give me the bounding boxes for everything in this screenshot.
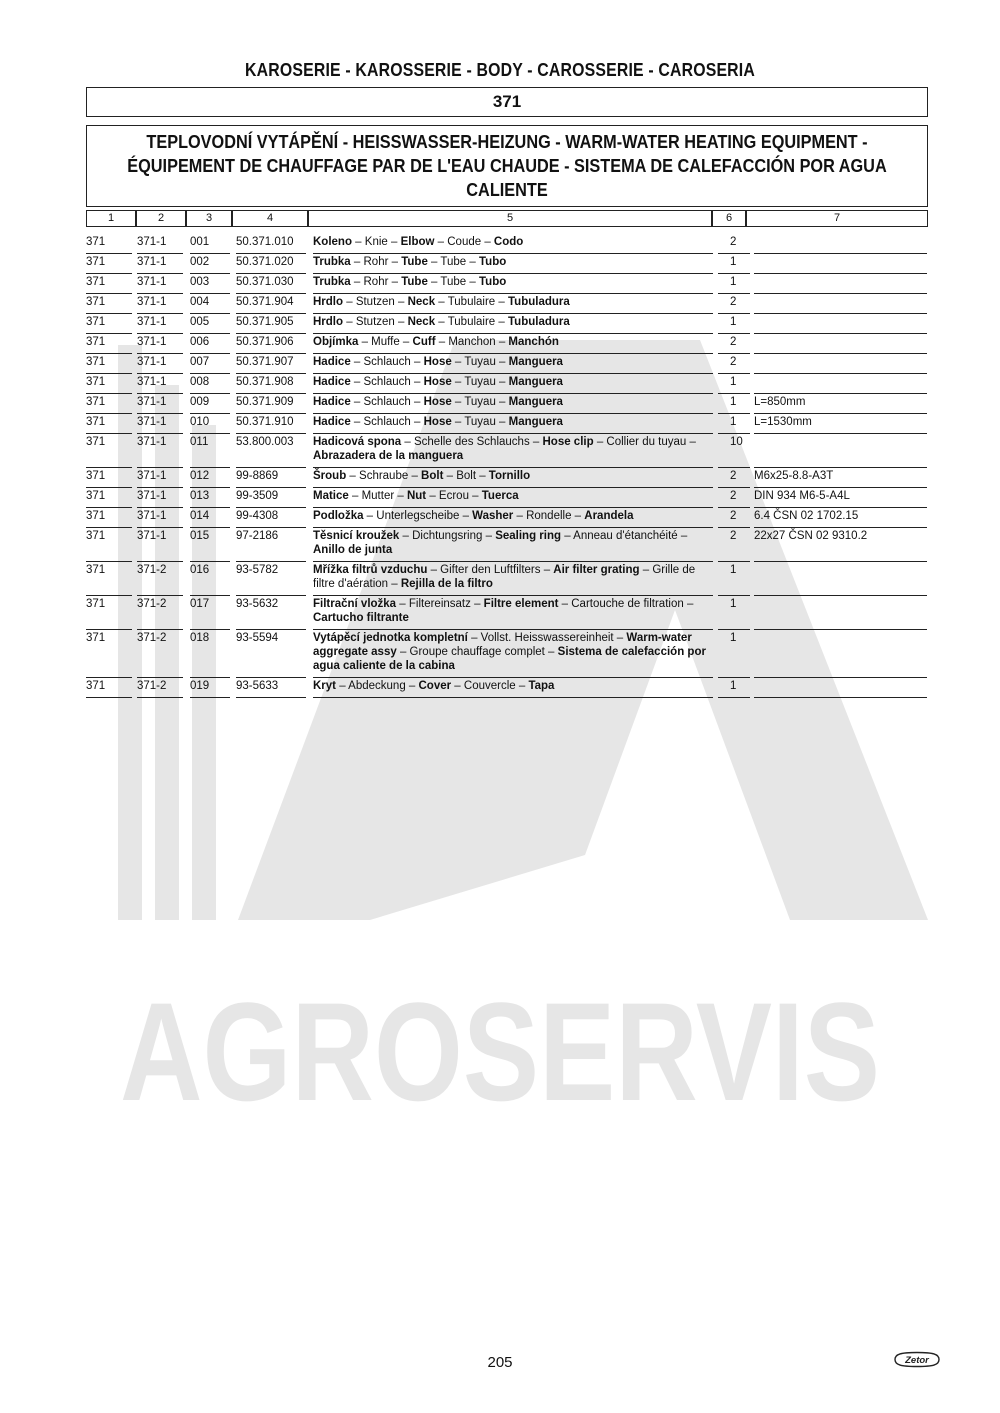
figure-cell: 371-1 (137, 274, 183, 294)
quantity-cell: 2 (718, 354, 750, 374)
description-segment: – Schelle des Schlauchs – (401, 436, 543, 448)
note-cell: 6.4 ČSN 02 1702.15 (754, 508, 927, 528)
position-cell: 001 (190, 234, 230, 254)
description-segment: Manguera (508, 396, 563, 408)
group-cell: 371 (86, 678, 132, 698)
table-row (0, 314, 1000, 334)
description-segment: Elbow (400, 236, 435, 248)
description-segment: Cover (418, 680, 452, 692)
description-segment: – Rohr – (350, 256, 402, 268)
part-number-cell: 93-5633 (236, 678, 306, 698)
description-segment: – Filtereinsatz – (396, 598, 484, 610)
description-segment: Washer (472, 510, 514, 522)
description-segment: – Schlauch – (350, 376, 424, 388)
description-segment: Neck (407, 296, 436, 308)
quantity-cell: 1 (718, 562, 750, 596)
description-segment: – Schraube – (346, 470, 422, 482)
figure-cell: 371-1 (137, 314, 183, 334)
description-segment: Hose clip (542, 436, 594, 448)
description-cell (313, 596, 713, 630)
description-cell (313, 314, 713, 334)
part-number-cell: 50.371.909 (236, 394, 306, 414)
description-segment: – Gifter den Luftfilters – (427, 564, 554, 576)
description-segment: – Manchon – (435, 336, 509, 348)
group-cell: 371 (86, 234, 132, 254)
column-header-6: 6 (712, 211, 746, 226)
description-segment: Neck (407, 316, 436, 328)
description-segment: Těsnicí kroužek (313, 530, 400, 542)
description-segment: – Tuyau – (451, 356, 509, 368)
table-row (0, 414, 1000, 434)
description-segment: – Vollst. Heisswassereinheit – (467, 632, 627, 644)
description-cell (313, 234, 713, 254)
description-segment: – Schlauch – (350, 396, 424, 408)
note-cell (754, 294, 927, 314)
quantity-cell: 1 (718, 414, 750, 434)
group-cell: 371 (86, 314, 132, 334)
group-cell: 371 (86, 414, 132, 434)
description-cell (313, 354, 713, 374)
group-number: 371 (492, 92, 522, 111)
quantity-cell: 1 (718, 374, 750, 394)
svg-text:Zetor: Zetor (905, 1355, 929, 1366)
description-segment: Arandela (584, 510, 634, 522)
position-cell: 018 (190, 630, 230, 678)
description-segment: Hadicová spona (313, 436, 402, 448)
description-segment: – Tubulaire – (435, 296, 508, 308)
description-segment: – Tuyau – (451, 416, 509, 428)
part-number-cell: 50.371.020 (236, 254, 306, 274)
figure-cell: 371-1 (137, 414, 183, 434)
quantity-cell: 1 (718, 314, 750, 334)
column-header-row (86, 210, 928, 227)
quantity-cell: 1 (718, 274, 750, 294)
column-header-3: 3 (186, 211, 232, 226)
part-number-cell: 50.371.030 (236, 274, 306, 294)
description-segment: Objímka (313, 336, 359, 348)
position-cell: 007 (190, 354, 230, 374)
position-cell: 009 (190, 394, 230, 414)
table-row (0, 334, 1000, 354)
description-cell (313, 488, 713, 508)
column-header-4: 4 (232, 211, 308, 226)
description-segment: – Stutzen – (343, 296, 408, 308)
group-cell: 371 (86, 630, 132, 678)
description-cell (313, 630, 713, 678)
figure-cell: 371-1 (137, 294, 183, 314)
figure-cell: 371-1 (137, 528, 183, 562)
column-header-2: 2 (136, 211, 186, 226)
description-segment: Sealing ring (495, 530, 562, 542)
note-cell: DIN 934 M6-5-A4L (754, 488, 927, 508)
figure-cell: 371-1 (137, 394, 183, 414)
description-segment: Abrazadera de la manguera (313, 450, 464, 462)
description-segment: Kryt (313, 680, 337, 692)
description-segment: – Anneau d'étanchéité – (561, 530, 688, 542)
note-cell (754, 254, 927, 274)
description-segment: – Rondelle – (513, 510, 585, 522)
quantity-cell: 2 (718, 488, 750, 508)
figure-cell: 371-1 (137, 374, 183, 394)
note-cell (754, 374, 927, 394)
description-segment: Hose (423, 356, 452, 368)
table-row (0, 274, 1000, 294)
description-segment: Filtre element (483, 598, 559, 610)
column-header-5: 5 (308, 211, 712, 226)
table-row (0, 394, 1000, 414)
group-cell: 371 (86, 374, 132, 394)
description-segment: – Stutzen – (343, 316, 408, 328)
figure-cell: 371-1 (137, 354, 183, 374)
quantity-cell: 2 (718, 334, 750, 354)
table-row (0, 528, 1000, 562)
description-segment: – Abdeckung – (336, 680, 419, 692)
description-cell (313, 528, 713, 562)
description-segment: – Bolt – (443, 470, 489, 482)
figure-cell: 371-1 (137, 334, 183, 354)
description-segment: – Couvercle – (451, 680, 529, 692)
section-title: TEPLOVODNÍ VYTÁPĚNÍ - HEISSWASSER-HEIZUNG - WARM-WATER HEATING EQUIPMENT - ÉQUIPEMENT DE CHAUFFAGE PAR DE L'EAU CHAUDE - SISTEMA DE CALEFACCIÓN POR AGUA CALIENTE (127, 131, 887, 200)
figure-cell: 371-2 (137, 630, 183, 678)
figure-cell: 371-2 (137, 562, 183, 596)
position-cell: 003 (190, 274, 230, 294)
position-cell: 004 (190, 294, 230, 314)
description-segment: Tube (401, 256, 428, 268)
part-number-cell: 93-5632 (236, 596, 306, 630)
position-cell: 012 (190, 468, 230, 488)
description-segment: Hose (423, 396, 452, 408)
note-cell (754, 314, 927, 334)
table-row (0, 234, 1000, 254)
description-cell (313, 254, 713, 274)
description-cell (313, 334, 713, 354)
description-segment: Cartucho filtrante (313, 612, 409, 624)
part-number-cell: 50.371.906 (236, 334, 306, 354)
note-cell (754, 274, 927, 294)
table-row (0, 254, 1000, 274)
description-segment: Hose (423, 416, 452, 428)
column-header-1: 1 (86, 211, 136, 226)
group-cell: 371 (86, 254, 132, 274)
part-number-cell: 53.800.003 (236, 434, 306, 468)
table-row (0, 468, 1000, 488)
description-segment: Tuerca (481, 490, 519, 502)
group-cell: 371 (86, 468, 132, 488)
position-cell: 016 (190, 562, 230, 596)
description-cell (313, 394, 713, 414)
description-segment: Manchón (508, 336, 559, 348)
watermark-text: AGROSERVIS (120, 973, 880, 1130)
note-cell (754, 678, 927, 698)
figure-cell: 371-1 (137, 468, 183, 488)
description-segment: Hadice (313, 376, 351, 388)
description-cell (313, 678, 713, 698)
description-segment: Manguera (508, 416, 563, 428)
quantity-cell: 1 (718, 394, 750, 414)
description-cell (313, 434, 713, 468)
quantity-cell: 1 (718, 630, 750, 678)
group-cell: 371 (86, 596, 132, 630)
part-number-cell: 50.371.908 (236, 374, 306, 394)
description-segment: Hrdlo (313, 296, 344, 308)
description-segment: Tubuladura (508, 296, 570, 308)
description-segment: Tube (401, 276, 428, 288)
note-cell (754, 630, 927, 678)
description-cell (313, 374, 713, 394)
page-title: KAROSERIE - KAROSSERIE - BODY - CAROSSERIE - CAROSERIA (245, 60, 755, 80)
note-cell (754, 354, 927, 374)
description-segment: Manguera (508, 356, 563, 368)
description-segment: – Grille de filtre d'aération – (313, 564, 696, 590)
description-segment: – Schlauch – (350, 416, 424, 428)
description-segment: Hadice (313, 396, 351, 408)
quantity-cell: 1 (718, 254, 750, 274)
table-row (0, 434, 1000, 468)
description-segment: – Tubulaire – (435, 316, 508, 328)
note-cell (754, 334, 927, 354)
description-segment: Vytápěcí jednotka kompletní (313, 632, 468, 644)
description-segment: Hrdlo (313, 316, 344, 328)
position-cell: 013 (190, 488, 230, 508)
description-segment: Tornillo (488, 470, 531, 482)
table-row (0, 678, 1000, 698)
description-segment: – Coude – (434, 236, 494, 248)
description-segment: Warm-water aggregate assy (313, 632, 692, 658)
description-segment: – Tube – (427, 256, 479, 268)
quantity-cell: 2 (718, 508, 750, 528)
description-segment: Rejilla de la filtro (400, 578, 493, 590)
group-cell: 371 (86, 528, 132, 562)
part-number-cell: 50.371.907 (236, 354, 306, 374)
table-row (0, 374, 1000, 394)
figure-cell: 371-2 (137, 596, 183, 630)
quantity-cell: 1 (718, 596, 750, 630)
description-cell (313, 562, 713, 596)
note-cell: 22x27 ČSN 02 9310.2 (754, 528, 927, 562)
table-row (0, 488, 1000, 508)
part-number-cell: 50.371.904 (236, 294, 306, 314)
description-segment: – Rohr – (350, 276, 402, 288)
description-segment: – Tube – (427, 276, 479, 288)
figure-cell: 371-1 (137, 508, 183, 528)
quantity-cell: 2 (718, 528, 750, 562)
part-number-cell: 93-5782 (236, 562, 306, 596)
description-segment: Trubka (313, 276, 351, 288)
description-segment: Bolt (421, 470, 444, 482)
description-segment: Air filter grating (553, 564, 640, 576)
description-segment: – Dichtungsring – (399, 530, 496, 542)
description-segment: Hadice (313, 416, 351, 428)
position-cell: 017 (190, 596, 230, 630)
description-segment: – Muffe – (358, 336, 413, 348)
description-segment: Tubuladura (508, 316, 570, 328)
group-cell: 371 (86, 434, 132, 468)
description-segment: Hose (423, 376, 452, 388)
position-cell: 006 (190, 334, 230, 354)
zetor-logo (893, 1351, 941, 1368)
quantity-cell: 1 (718, 678, 750, 698)
table-row (0, 294, 1000, 314)
table-row (0, 508, 1000, 528)
description-segment: – Unterlegscheibe – (363, 510, 473, 522)
description-segment: Šroub (313, 470, 347, 482)
table-row (0, 354, 1000, 374)
description-segment: Nut (406, 490, 427, 502)
description-segment: Tubo (479, 276, 507, 288)
position-cell: 019 (190, 678, 230, 698)
position-cell: 015 (190, 528, 230, 562)
section-title-box (86, 125, 928, 207)
description-segment: – Schlauch – (350, 356, 424, 368)
description-segment: Podložka (313, 510, 364, 522)
position-cell: 011 (190, 434, 230, 468)
position-cell: 002 (190, 254, 230, 274)
description-segment: Matice (313, 490, 349, 502)
description-cell (313, 414, 713, 434)
description-cell (313, 468, 713, 488)
group-cell: 371 (86, 562, 132, 596)
quantity-cell: 2 (718, 468, 750, 488)
figure-cell: 371-1 (137, 234, 183, 254)
note-cell: L=1530mm (754, 414, 927, 434)
description-segment: – Mutter – (348, 490, 407, 502)
part-number-cell: 50.371.905 (236, 314, 306, 334)
description-cell (313, 274, 713, 294)
part-number-cell: 93-5594 (236, 630, 306, 678)
quantity-cell: 2 (718, 234, 750, 254)
position-cell: 014 (190, 508, 230, 528)
note-cell (754, 562, 927, 596)
description-segment: Codo (493, 236, 524, 248)
description-segment: Tubo (479, 256, 507, 268)
description-segment: – Tuyau – (451, 396, 509, 408)
description-segment: Koleno (313, 236, 352, 248)
note-cell (754, 596, 927, 630)
description-segment: – Ecrou – (426, 490, 482, 502)
description-segment: – Cartouche de filtration – (558, 598, 694, 610)
page-number: 205 (487, 1354, 513, 1371)
note-cell: L=850mm (754, 394, 927, 414)
description-segment: – Knie – (351, 236, 401, 248)
figure-cell: 371-1 (137, 254, 183, 274)
description-segment: Hadice (313, 356, 351, 368)
figure-cell: 371-1 (137, 434, 183, 468)
column-header-7: 7 (746, 211, 928, 226)
table-row (0, 630, 1000, 678)
group-cell: 371 (86, 334, 132, 354)
quantity-cell: 10 (718, 434, 750, 468)
position-cell: 005 (190, 314, 230, 334)
part-number-cell: 97-2186 (236, 528, 306, 562)
figure-cell: 371-1 (137, 488, 183, 508)
group-cell: 371 (86, 294, 132, 314)
description-segment: Sistema de calefacción por agua caliente de la cabina (313, 646, 706, 672)
group-cell: 371 (86, 354, 132, 374)
position-cell: 008 (190, 374, 230, 394)
quantity-cell: 2 (718, 294, 750, 314)
description-segment: Manguera (508, 376, 563, 388)
table-row (0, 562, 1000, 596)
description-segment: – Collier du tuyau – (593, 436, 696, 448)
group-cell: 371 (86, 508, 132, 528)
part-number-cell: 50.371.010 (236, 234, 306, 254)
description-segment: – Groupe chauffage complet – (396, 646, 558, 658)
part-number-cell: 50.371.910 (236, 414, 306, 434)
figure-cell: 371-2 (137, 678, 183, 698)
part-number-cell: 99-3509 (236, 488, 306, 508)
description-cell (313, 508, 713, 528)
part-number-cell: 99-8869 (236, 468, 306, 488)
description-segment: – Tuyau – (451, 376, 509, 388)
group-cell: 371 (86, 394, 132, 414)
description-segment: Tapa (528, 680, 555, 692)
description-segment: Anillo de junta (313, 544, 393, 556)
description-cell (313, 294, 713, 314)
table-row (0, 596, 1000, 630)
description-segment: Filtrační vložka (313, 598, 397, 610)
group-cell: 371 (86, 274, 132, 294)
description-segment: Cuff (412, 336, 436, 348)
note-cell (754, 234, 927, 254)
note-cell: M6x25-8.8-A3T (754, 468, 927, 488)
part-number-cell: 99-4308 (236, 508, 306, 528)
position-cell: 010 (190, 414, 230, 434)
group-cell: 371 (86, 488, 132, 508)
description-segment: Mřížka filtrů vzduchu (313, 564, 428, 576)
group-number-box (86, 87, 928, 117)
description-segment: Trubka (313, 256, 351, 268)
note-cell (754, 434, 927, 468)
